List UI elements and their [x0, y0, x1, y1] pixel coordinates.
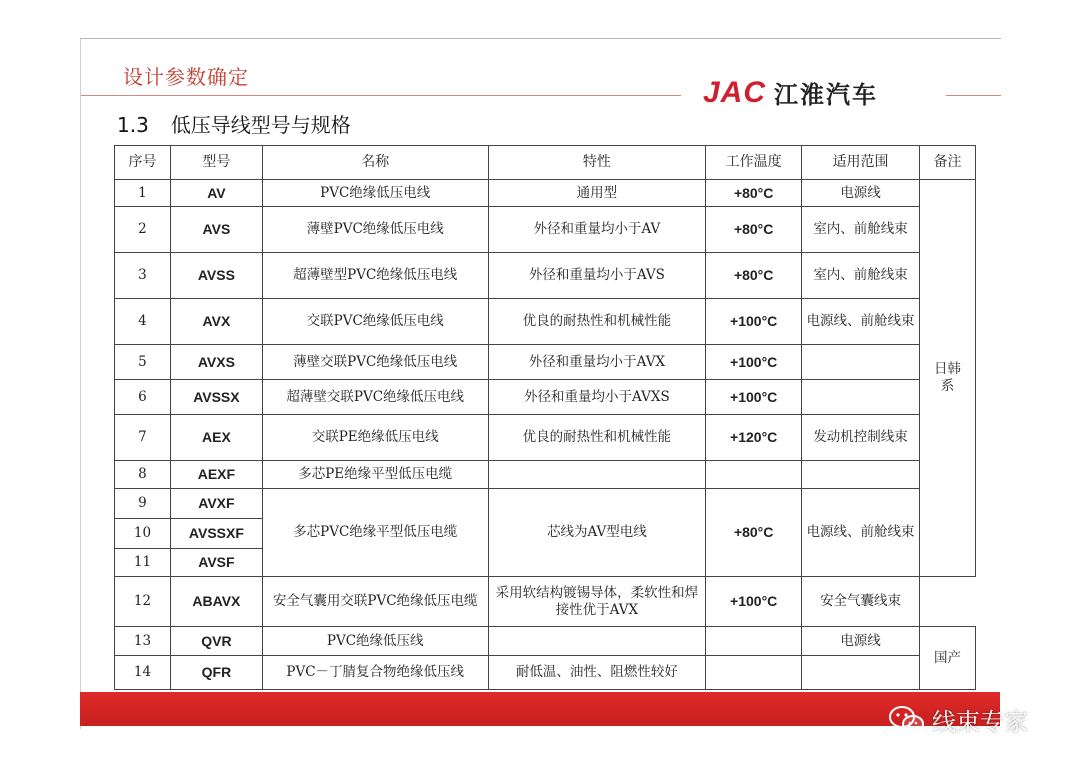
cell-no: 1 [115, 180, 171, 207]
cell-name: 交联PE绝缘低压电线 [262, 415, 488, 461]
page-subtitle [117, 109, 351, 138]
cell-no: 5 [115, 345, 171, 380]
cell-feature: 通用型 [488, 180, 706, 207]
cell-remark-domestic: 国产 [919, 627, 975, 690]
cell-no: 9 [115, 489, 171, 519]
table-row [115, 207, 976, 253]
cell-scope: 安全气囊线束 [802, 577, 920, 627]
cell-no: 7 [115, 415, 171, 461]
header-model: 型号 [170, 146, 262, 180]
table-row [115, 656, 976, 690]
cell-feature: 外径和重量均小于AVXS [488, 380, 706, 415]
cell-feature: 优良的耐热性和机械性能 [488, 299, 706, 345]
header-divider [81, 95, 681, 96]
table-row [115, 415, 976, 461]
subtitle-number: 1.3 [117, 113, 149, 137]
cell-name: PVC绝缘低压电线 [262, 180, 488, 207]
cell-temp: +80°C [706, 253, 802, 299]
slide [80, 38, 1001, 729]
cell-no: 14 [115, 656, 171, 690]
subtitle-text: 低压导线型号与规格 [170, 113, 351, 137]
cell-remark-jk [919, 180, 975, 577]
header-name: 名称 [262, 146, 488, 180]
section-title: 设计参数确定 [123, 65, 249, 89]
table-row [115, 577, 976, 627]
header-remark: 备注 [919, 146, 975, 180]
cell-temp: +100°C [706, 380, 802, 415]
cell-scope: 电源线、前舱线束 [802, 299, 920, 345]
table-row [115, 627, 976, 656]
cell-name: 薄壁PVC绝缘低压电线 [262, 207, 488, 253]
cell-name: 交联PVC绝缘低压电线 [262, 299, 488, 345]
table-row [115, 461, 976, 489]
cell-model: AV [170, 180, 262, 207]
cell-name: 安全气囊用交联PVC绝缘低压电缆 [262, 577, 488, 627]
cell-model: AVSSXF [170, 519, 262, 549]
logo-jac-text: JAC [703, 75, 767, 109]
cell-feature-merged: 芯线为AV型电线 [488, 489, 706, 577]
cell-temp [706, 461, 802, 489]
cell-feature: 外径和重量均小于AVX [488, 345, 706, 380]
cell-scope: 室内、前舱线束 [802, 207, 920, 253]
table-row [115, 380, 976, 415]
cell-feature [488, 627, 706, 656]
cell-scope [802, 656, 920, 690]
cell-scope-merged: 电源线、前舱线束 [802, 489, 920, 577]
cell-model: ABAVX [170, 577, 262, 627]
cell-model: QVR [170, 627, 262, 656]
cell-model: AVSSX [170, 380, 262, 415]
cell-scope: 电源线 [802, 627, 920, 656]
cell-name: PVC绝缘低压线 [262, 627, 488, 656]
cell-scope: 电源线 [802, 180, 920, 207]
cell-no: 4 [115, 299, 171, 345]
cell-model: AEX [170, 415, 262, 461]
header-no: 序号 [115, 146, 171, 180]
cell-no: 10 [115, 519, 171, 549]
cell-name: PVC－丁腈复合物绝缘低压线 [262, 656, 488, 690]
cell-temp: +100°C [706, 345, 802, 380]
cell-model: AEXF [170, 461, 262, 489]
jac-logo [703, 75, 878, 110]
cell-name: 多芯PE绝缘平型低压电缆 [262, 461, 488, 489]
cell-scope [802, 345, 920, 380]
cell-feature [488, 461, 706, 489]
cell-model: AVXF [170, 489, 262, 519]
table-row [115, 345, 976, 380]
cell-name: 薄壁交联PVC绝缘低压电线 [262, 345, 488, 380]
wechat-icon [888, 705, 926, 735]
header-scope: 适用范围 [802, 146, 920, 180]
cell-model: AVSF [170, 549, 262, 577]
cell-model: AVS [170, 207, 262, 253]
cell-scope [802, 380, 920, 415]
table-row [115, 180, 976, 207]
cell-feature: 采用软结构镀锡导体，柔软性和焊接性优于AVX [488, 577, 706, 627]
cell-model: AVXS [170, 345, 262, 380]
watermark [888, 702, 1028, 737]
header-feature: 特性 [488, 146, 706, 180]
cell-scope [802, 461, 920, 489]
cell-model: QFR [170, 656, 262, 690]
footer-red-bar [80, 692, 1000, 726]
cell-temp [706, 627, 802, 656]
table-header-row [115, 146, 976, 180]
cell-no: 2 [115, 207, 171, 253]
cell-scope: 发动机控制线束 [802, 415, 920, 461]
cell-feature: 外径和重量均小于AVS [488, 253, 706, 299]
cell-temp: +120°C [706, 415, 802, 461]
table-row [115, 299, 976, 345]
cell-temp: +100°C [706, 299, 802, 345]
wire-spec-table [114, 145, 976, 690]
cell-feature: 耐低温、油性、阻燃性较好 [488, 656, 706, 690]
cell-temp: +80°C [706, 207, 802, 253]
cell-feature: 优良的耐热性和机械性能 [488, 415, 706, 461]
logo-cn-text: 江淮汽车 [774, 81, 879, 109]
cell-model: AVX [170, 299, 262, 345]
cell-no: 11 [115, 549, 171, 577]
cell-scope: 室内、前舱线束 [802, 253, 920, 299]
cell-temp-merged: +80°C [706, 489, 802, 577]
cell-no: 12 [115, 577, 171, 627]
table-row [115, 489, 976, 519]
header-divider-right [946, 95, 1001, 96]
table-row [115, 253, 976, 299]
cell-no: 13 [115, 627, 171, 656]
cell-no: 8 [115, 461, 171, 489]
remark-jk-text: 日韩系 [933, 361, 961, 394]
cell-feature: 外径和重量均小于AV [488, 207, 706, 253]
watermark-text: 线束专家 [932, 708, 1028, 736]
cell-name: 超薄壁型PVC绝缘低压电线 [262, 253, 488, 299]
cell-name-merged: 多芯PVC绝缘平型低压电缆 [262, 489, 488, 577]
cell-temp: +100°C [706, 577, 802, 627]
cell-temp: +80°C [706, 180, 802, 207]
cell-name: 超薄壁交联PVC绝缘低压电线 [262, 380, 488, 415]
cell-temp [706, 656, 802, 690]
header-temp: 工作温度 [706, 146, 802, 180]
cell-model: AVSS [170, 253, 262, 299]
cell-no: 3 [115, 253, 171, 299]
cell-no: 6 [115, 380, 171, 415]
